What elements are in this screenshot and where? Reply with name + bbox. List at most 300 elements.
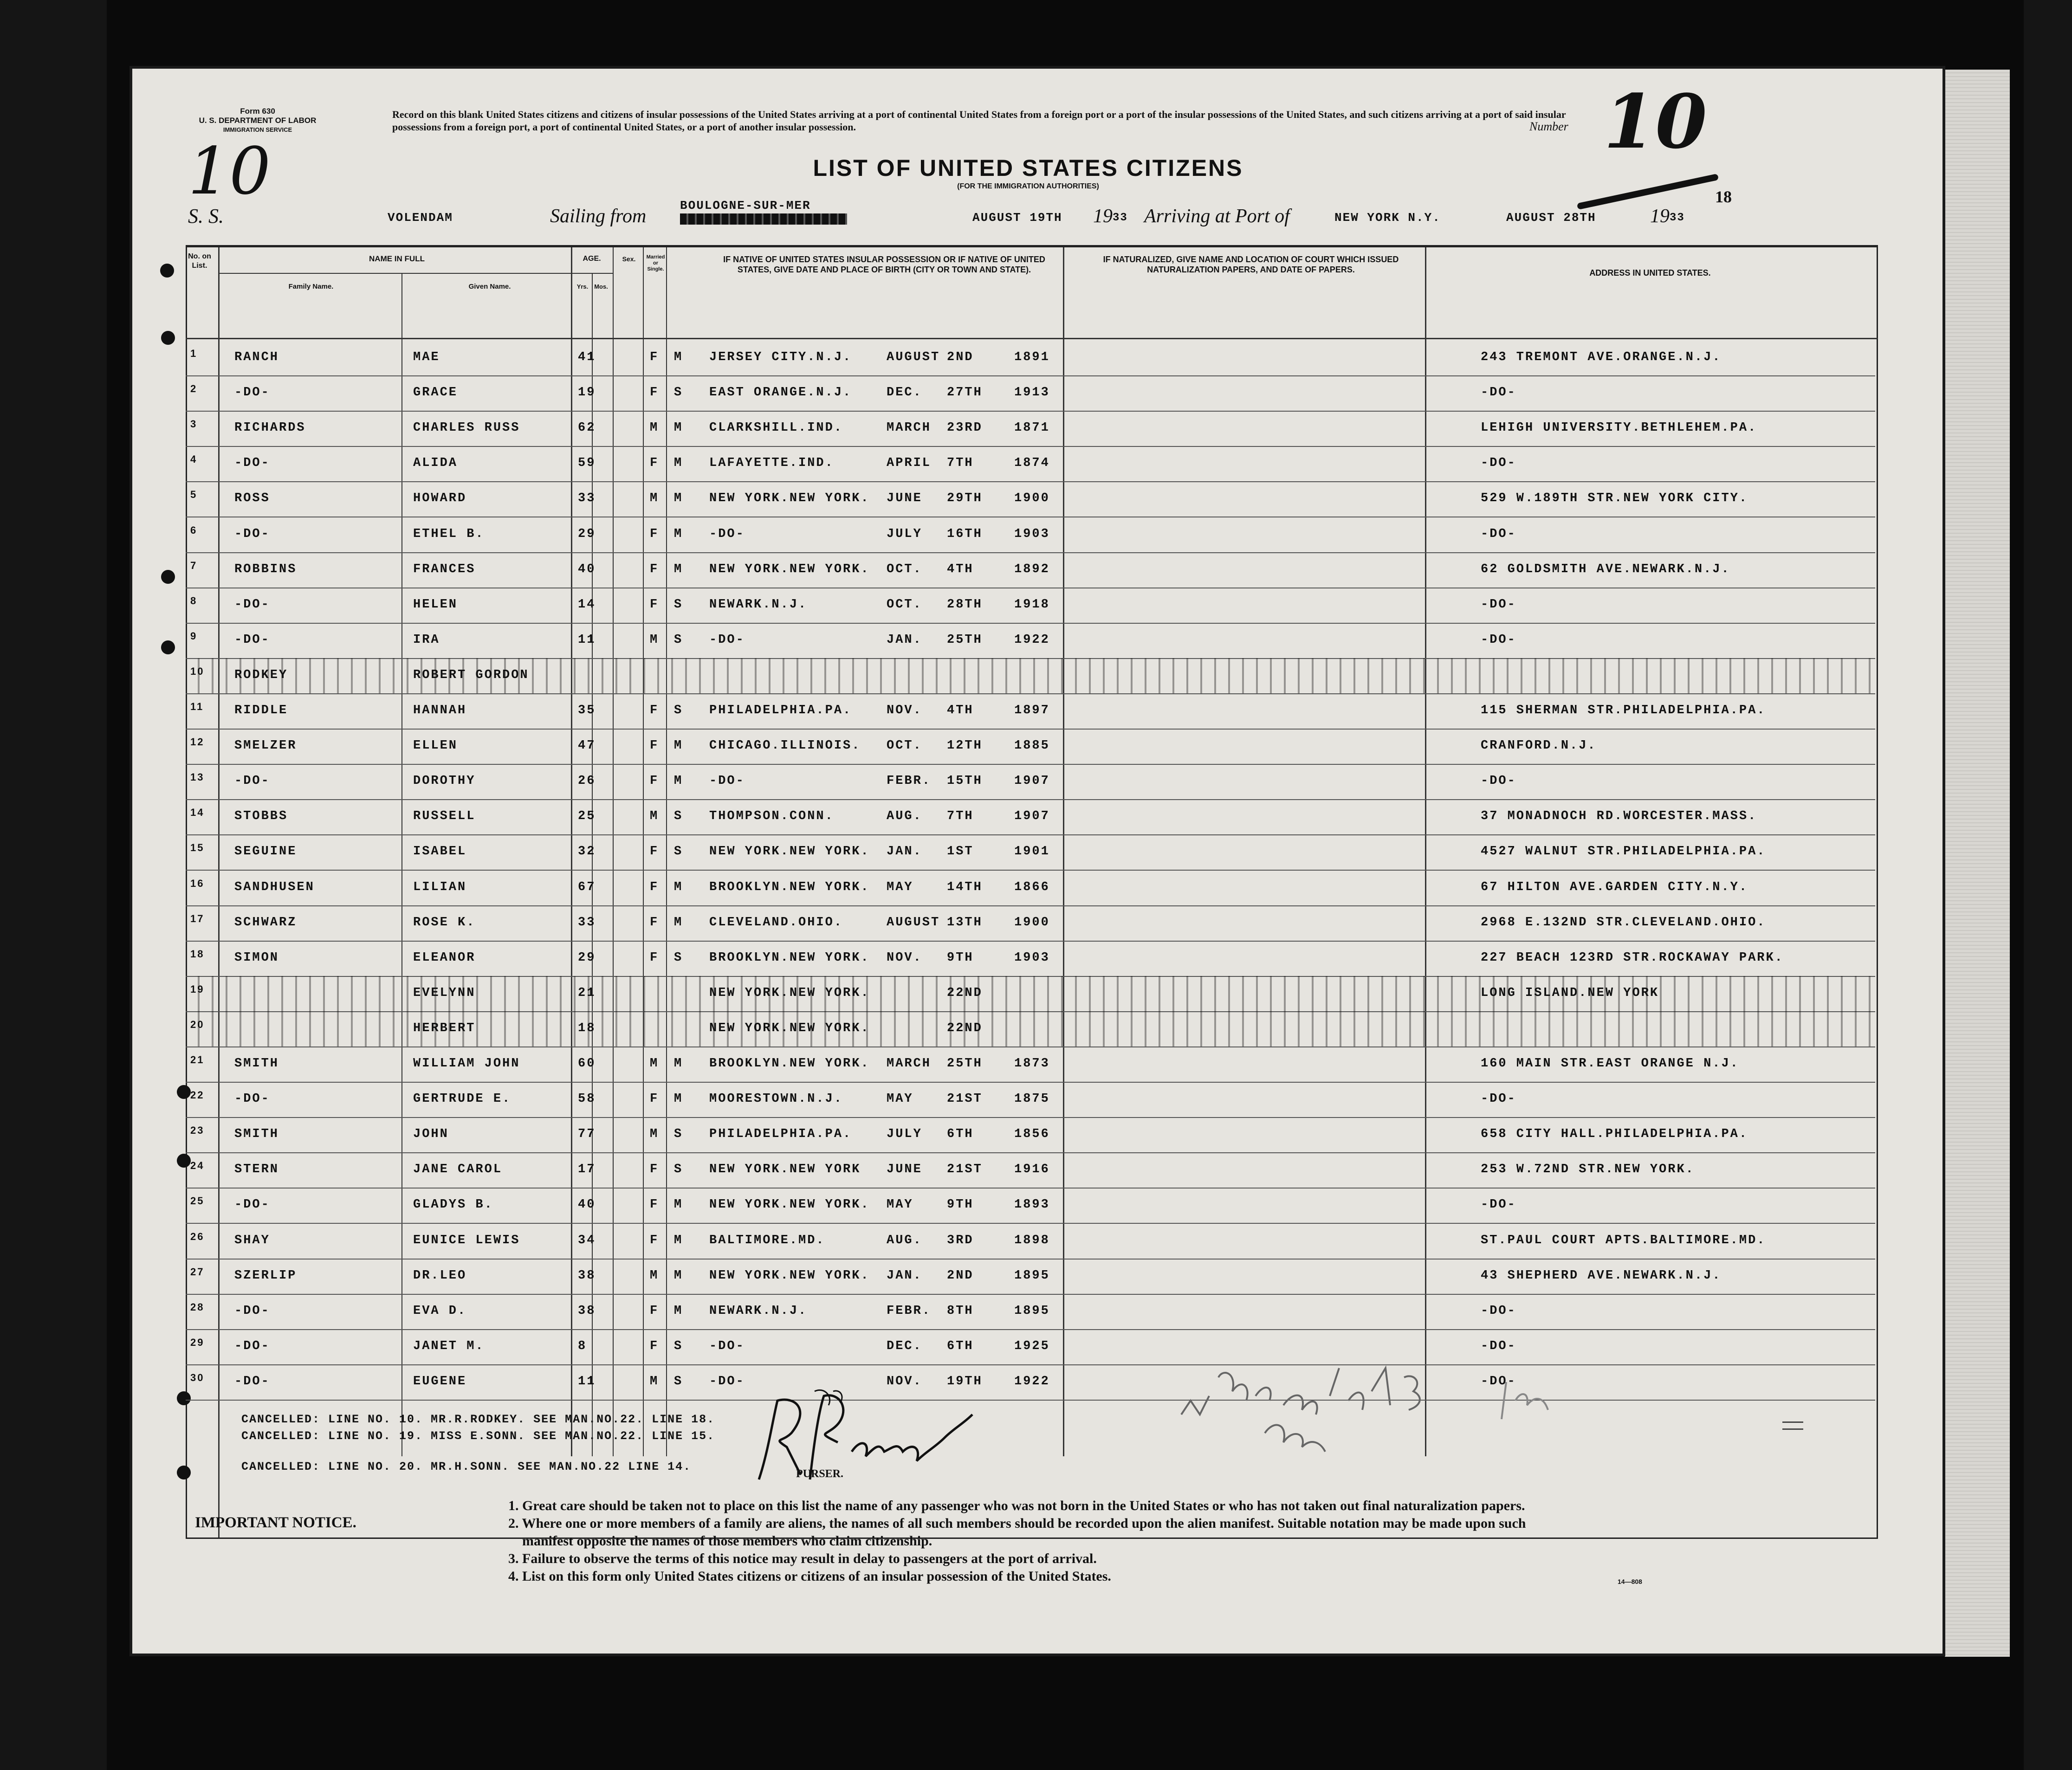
col-no: No. on List. [188, 252, 211, 270]
cell-no: 14 [190, 807, 205, 819]
cell-family: SMELZER [234, 739, 297, 753]
cell-family: RODKEY [234, 668, 288, 682]
cell-place: PHILADELPHIA.PA. [709, 1127, 852, 1142]
cell-given: DOROTHY [413, 774, 476, 788]
cell-month: MAY [887, 1198, 913, 1212]
cell-place: -DO- [709, 633, 745, 647]
cell-no: 15 [190, 842, 205, 854]
cell-age: 34 [578, 1233, 596, 1247]
cell-family: RANCH [234, 350, 279, 364]
cell-family: SEGUINE [234, 845, 297, 859]
cell-address: -DO- [1481, 633, 1516, 647]
cell-year: 1901 [1014, 845, 1050, 859]
cell-day: 3RD [947, 1233, 974, 1247]
cell-year: 1925 [1014, 1339, 1050, 1353]
cell-age: 59 [578, 456, 596, 471]
stacked-page-edges [1945, 70, 2010, 1657]
cell-month: JULY [887, 527, 922, 541]
cell-address: 253 W.72ND STR.NEW YORK. [1481, 1163, 1695, 1177]
cell-given: RUSSELL [413, 809, 476, 824]
table-row [186, 517, 1875, 553]
cell-given: JOHN [413, 1127, 449, 1142]
cell-no: 17 [190, 912, 205, 924]
cell-no: 25 [190, 1195, 205, 1207]
cell-family: -DO- [234, 597, 270, 612]
cell-sex: F [650, 597, 659, 612]
table-row [186, 1294, 1875, 1330]
cell-address: -DO- [1481, 1304, 1516, 1318]
table-row [186, 870, 1875, 906]
cell-age: 26 [578, 774, 596, 788]
cell-month: DEC. [887, 386, 922, 400]
cell-place: -DO- [709, 527, 745, 541]
cell-given: FRANCES [413, 562, 476, 576]
cell-no: 6 [190, 524, 198, 536]
cell-age: 29 [578, 527, 596, 541]
cell-place: -DO- [709, 774, 745, 788]
cell-age: 25 [578, 809, 596, 824]
cell-sex: F [650, 1092, 659, 1106]
cell-day: 28TH [947, 597, 983, 612]
cell-sex: M [650, 809, 659, 824]
cell-age: 60 [578, 1057, 596, 1071]
cell-ms: M [674, 456, 683, 471]
cell-given: GRACE [413, 386, 458, 400]
cell-year: 1891 [1014, 350, 1050, 364]
cell-given: EUGENE [413, 1374, 467, 1389]
cell-age: 62 [578, 421, 596, 435]
cell-no: 7 [190, 559, 198, 571]
cell-address: 243 TREMONT AVE.ORANGE.N.J. [1481, 350, 1722, 364]
cell-month: MARCH [887, 421, 932, 435]
sheet-number: 18 [1715, 187, 1732, 206]
marginal-initial [1492, 1373, 1557, 1428]
hline-header [186, 338, 1878, 339]
cell-age: 47 [578, 739, 596, 753]
cell-month: MAY [887, 1092, 913, 1106]
cell-year: 1871 [1014, 421, 1050, 435]
table-row [186, 1188, 1875, 1224]
cell-address: LEHIGH UNIVERSITY.BETHLEHEM.PA. [1481, 421, 1757, 435]
cell-family: -DO- [234, 386, 270, 400]
cell-age: 18 [578, 1021, 596, 1035]
cell-month: MAY [887, 880, 913, 894]
cell-day: 4TH [947, 562, 974, 576]
cell-family: SCHWARZ [234, 915, 297, 930]
cell-address: -DO- [1481, 527, 1516, 541]
notice-item-1: 1. Great care should be taken not to place on this list the name of any passenger who was not born in the United States or who has not taken out final naturalization papers. [508, 1498, 1525, 1513]
cell-ms: M [674, 915, 683, 930]
sailing-date: AUGUST 19TH [972, 211, 1062, 225]
cell-age: 32 [578, 845, 596, 859]
punch-hole [161, 640, 175, 654]
cell-year: 1918 [1014, 597, 1050, 612]
cell-address: -DO- [1481, 1198, 1516, 1212]
table-row [186, 340, 1875, 376]
cell-family: -DO- [234, 1198, 270, 1212]
cell-family: -DO- [234, 1304, 270, 1318]
cell-no: 22 [190, 1089, 205, 1101]
cell-no: 18 [190, 948, 205, 960]
cell-given: ALIDA [413, 456, 458, 471]
sailing-year: 33 [1113, 212, 1128, 224]
cell-sex: F [650, 845, 659, 859]
cell-place: NEW YORK.NEW YORK. [709, 491, 870, 506]
cell-given: ELLEN [413, 739, 458, 753]
cell-place: BROOKLYN.NEW YORK. [709, 950, 870, 965]
instruction-text: Record on this blank United States citizens and citizens of insular possessions of the United States arriving at a port of continental United States from a foreign port or a port of the insular possessions of the United States, and such citizens arriving at a port of said insular possessions from a foreign port, a port of continental United States, or a port of another insular possession. [392, 109, 1566, 133]
arrival-year-prefix: 19 [1650, 206, 1670, 227]
cell-sex: F [650, 1163, 659, 1177]
cell-place: NEW YORK.NEW YORK. [709, 845, 870, 859]
cell-year: 1907 [1014, 774, 1050, 788]
cell-sex: F [650, 915, 659, 930]
cell-given: EVELYNN [413, 986, 476, 1000]
cell-place: NEW YORK.NEW YORK. [709, 986, 870, 1000]
cell-ms: M [674, 491, 683, 506]
cell-family: SANDHUSEN [234, 880, 315, 894]
cell-month: NOV. [887, 950, 922, 965]
table-row [186, 1259, 1875, 1295]
cell-family: STERN [234, 1163, 279, 1177]
cell-month: AUGUST [887, 350, 940, 364]
col-marital: Married or Single. [646, 254, 665, 272]
cell-year: 1903 [1014, 527, 1050, 541]
number-label: Number [1529, 120, 1568, 133]
sailing-from: BOULOGNE-SUR-MER [680, 199, 811, 213]
arrival-year: 33 [1670, 212, 1685, 224]
cell-day: 25TH [947, 1057, 983, 1071]
cell-day: 2ND [947, 350, 974, 364]
cell-day: 19TH [947, 1374, 983, 1389]
table-row [186, 623, 1875, 659]
cell-family: RIDDLE [234, 704, 288, 717]
cell-address: 160 MAIN STR.EAST ORANGE N.J. [1481, 1057, 1739, 1071]
cell-family: STOBBS [234, 809, 288, 824]
cell-given: ISABEL [413, 845, 467, 859]
table-row [186, 1152, 1875, 1189]
cell-ms: S [674, 1339, 683, 1353]
binder-right [2024, 0, 2072, 1770]
cell-age: 29 [578, 950, 596, 965]
cell-age: 11 [578, 633, 596, 647]
cell-ms: M [674, 562, 683, 576]
hline-name-sub [218, 273, 613, 274]
cell-address: -DO- [1481, 456, 1516, 471]
cell-given: GERTRUDE E. [413, 1092, 512, 1106]
cell-sex: F [650, 774, 659, 788]
cell-place: NEW YORK.NEW YORK. [709, 1198, 870, 1212]
cell-address: -DO- [1481, 1374, 1516, 1389]
cell-day: 2ND [947, 1268, 974, 1283]
cell-given: ROSE K. [413, 915, 476, 930]
table-row [186, 1329, 1875, 1365]
cell-ms: M [674, 1198, 683, 1212]
cell-address: 529 W.189TH STR.NEW YORK CITY. [1481, 491, 1748, 506]
cell-family: -DO- [234, 1339, 270, 1353]
cell-no: 21 [190, 1054, 205, 1066]
cell-place: BROOKLYN.NEW YORK. [709, 1057, 870, 1071]
col-mos: Mos. [594, 283, 608, 290]
cell-sex: M [650, 421, 659, 435]
notice-heading: IMPORTANT NOTICE. [195, 1514, 356, 1531]
table-row [186, 976, 1875, 1012]
cell-day: 12TH [947, 739, 983, 753]
purser-signature [740, 1382, 982, 1489]
cell-place: NEW YORK.NEW YORK. [709, 562, 870, 576]
cell-place: CHICAGO.ILLINOIS. [709, 739, 861, 753]
cell-place: LAFAYETTE.IND. [709, 456, 834, 471]
cell-year: 1866 [1014, 880, 1050, 894]
cell-sex: M [650, 633, 659, 647]
cell-family: -DO- [234, 1092, 270, 1106]
notice-item-2-cont: manifest opposite the names of those members who claim citizenship. [522, 1533, 932, 1549]
cell-age: 21 [578, 986, 596, 1000]
cell-day: 21ST [947, 1163, 983, 1177]
cell-no: 30 [190, 1371, 205, 1383]
cell-place: NEW YORK.NEW YORK [709, 1163, 861, 1177]
cell-ms: S [674, 950, 683, 965]
cell-family: -DO- [234, 633, 270, 647]
cell-month: DEC. [887, 1339, 922, 1353]
cell-age: 33 [578, 915, 596, 930]
cell-address: 43 SHEPHERD AVE.NEWARK.N.J. [1481, 1268, 1722, 1283]
cell-age: 38 [578, 1304, 596, 1318]
arriving-label: Arriving at Port of [1144, 206, 1290, 227]
cell-day: 21ST [947, 1092, 983, 1106]
cell-age: 77 [578, 1127, 596, 1142]
cell-no: 2 [190, 383, 198, 395]
cell-year: 1892 [1014, 562, 1050, 576]
cell-age: 67 [578, 880, 596, 894]
cell-place: MOORESTOWN.N.J. [709, 1092, 843, 1106]
cell-place: BROOKLYN.NEW YORK. [709, 880, 870, 894]
cell-place: -DO- [709, 1339, 745, 1353]
cell-sex: F [650, 527, 659, 541]
cell-year: 1895 [1014, 1304, 1050, 1318]
punch-hole [160, 264, 174, 278]
cancellation-line: CANCELLED: LINE NO. 10. MR.R.RODKEY. SEE MAN.NO.22. LINE 18. [241, 1413, 715, 1426]
cell-place: BALTIMORE.MD. [709, 1233, 825, 1247]
page-subtitle: (FOR THE IMMIGRATION AUTHORITIES) [957, 182, 1099, 190]
cell-address: -DO- [1481, 386, 1516, 400]
cell-given: MAE [413, 350, 440, 364]
cell-sex: M [650, 1268, 659, 1283]
manifest-sheet [132, 69, 1942, 1654]
col-yrs: Yrs. [576, 283, 589, 290]
cell-year: 1885 [1014, 739, 1050, 753]
cell-place: NEW YORK.NEW YORK. [709, 1021, 870, 1035]
table-row [186, 941, 1875, 977]
cell-ms: S [674, 386, 683, 400]
cell-sex: F [650, 1339, 659, 1353]
cell-month: AUG. [887, 809, 922, 824]
cell-no: 1 [190, 348, 198, 359]
cell-day: 13TH [947, 915, 983, 930]
notice-item-3: 3. Failure to observe the terms of this notice may result in delay to passengers at the port of arrival. [508, 1551, 1097, 1566]
cell-family: SIMON [234, 950, 279, 965]
cell-day: 29TH [947, 491, 983, 506]
cell-no: 28 [190, 1301, 205, 1313]
cell-age: 35 [578, 704, 596, 717]
footer-code: 14—808 [1618, 1578, 1642, 1585]
cell-ms: M [674, 1057, 683, 1071]
number-value: 10 [1604, 78, 1707, 165]
cell-no: 24 [190, 1160, 205, 1172]
table-row [186, 481, 1875, 517]
cell-ms: S [674, 809, 683, 824]
cell-ms: S [674, 704, 683, 717]
col-naturalized: IF NATURALIZED, GIVE NAME AND LOCATION OF COURT WHICH ISSUED NATURALIZATION PAPERS, AND DATE OF PAPERS. [1103, 255, 1399, 274]
cell-no: 16 [190, 877, 205, 889]
cell-given: HANNAH [413, 704, 467, 717]
cell-address: 658 CITY HALL.PHILADELPHIA.PA. [1481, 1127, 1748, 1142]
corner-mark [1782, 1421, 1803, 1430]
table-row [186, 799, 1875, 835]
cell-no: 29 [190, 1336, 205, 1348]
cell-month: JAN. [887, 845, 922, 859]
cell-ms: M [674, 527, 683, 541]
cell-sex: F [650, 950, 659, 965]
cell-address: -DO- [1481, 1339, 1516, 1353]
cancellation-line: CANCELLED: LINE NO. 20. MR.H.SONN. SEE MAN.NO.22 LINE 14. [241, 1460, 692, 1473]
cell-given: HOWARD [413, 491, 467, 506]
col-family: Family Name. [288, 283, 334, 291]
cell-year: 1893 [1014, 1198, 1050, 1212]
cell-age: 19 [578, 386, 596, 400]
cell-place: -DO- [709, 1374, 745, 1389]
voyage-line [188, 199, 1836, 236]
table-row [186, 1364, 1875, 1401]
cell-ms: S [674, 1163, 683, 1177]
cell-year: 1873 [1014, 1057, 1050, 1071]
table-row [186, 1011, 1875, 1047]
punch-hole [161, 331, 175, 345]
cell-ms: S [674, 597, 683, 612]
service: IMMIGRATION SERVICE [223, 126, 292, 133]
cell-year: 1856 [1014, 1127, 1050, 1142]
cell-address: 115 SHERMAN STR.PHILADELPHIA.PA. [1481, 704, 1766, 717]
cell-address: 227 BEACH 123RD STR.ROCKAWAY PARK. [1481, 950, 1784, 965]
cell-given: DR.LEO [413, 1268, 467, 1283]
cell-no: 9 [190, 630, 198, 642]
purser-label: PURSER. [796, 1468, 844, 1480]
cell-month: JUNE [887, 1163, 922, 1177]
cell-ms: M [674, 1233, 683, 1247]
cell-address: -DO- [1481, 597, 1516, 612]
cell-place: CLARKSHILL.IND. [709, 421, 843, 435]
punch-hole [177, 1466, 191, 1479]
cell-day: 6TH [947, 1339, 974, 1353]
cell-sex: F [650, 1198, 659, 1212]
cell-age: 8 [578, 1339, 587, 1353]
cell-year: 1916 [1014, 1163, 1050, 1177]
cell-month: AUG. [887, 1233, 922, 1247]
cell-year: 1900 [1014, 491, 1050, 506]
cell-family: SHAY [234, 1233, 270, 1247]
cell-age: 41 [578, 350, 596, 364]
cell-day: 14TH [947, 880, 983, 894]
cell-no: 27 [190, 1266, 205, 1278]
binder-left [0, 0, 107, 1770]
table-row [186, 1117, 1875, 1153]
cell-address: 62 GOLDSMITH AVE.NEWARK.N.J. [1481, 562, 1730, 576]
cell-year: 1895 [1014, 1268, 1050, 1283]
cell-ms: S [674, 1127, 683, 1142]
inspector-initials [1172, 1350, 1460, 1470]
cell-sex: F [650, 880, 659, 894]
cell-no: 3 [190, 418, 198, 430]
sailing-label: Sailing from [550, 206, 647, 227]
cell-no: 20 [190, 1018, 205, 1030]
cell-ms: S [674, 845, 683, 859]
cell-day: 16TH [947, 527, 983, 541]
cell-sex: F [650, 1304, 659, 1318]
cell-ms: M [674, 421, 683, 435]
cell-no: 4 [190, 453, 198, 465]
cell-sex: F [650, 386, 659, 400]
cell-no: 19 [190, 983, 205, 995]
cell-family: -DO- [234, 456, 270, 471]
notice-item-2: 2. Where one or more members of a family are aliens, the names of all such members should be recorded upon the alien manifest. Suitable notation may be made upon such [508, 1516, 1526, 1531]
table-row [186, 588, 1875, 624]
cell-ms: M [674, 739, 683, 753]
cell-age: 40 [578, 1198, 596, 1212]
cell-year: 1922 [1014, 633, 1050, 647]
table-row [186, 693, 1875, 730]
cell-year: 1898 [1014, 1233, 1050, 1247]
cell-place: JERSEY CITY.N.J. [709, 350, 852, 364]
table-row [186, 1223, 1875, 1260]
cell-age: 17 [578, 1163, 596, 1177]
col-sex: Sex. [622, 255, 636, 263]
ship-name: VOLENDAM [388, 211, 453, 225]
cell-no: 23 [190, 1124, 205, 1137]
cell-given: HERBERT [413, 1021, 476, 1035]
table-row [186, 446, 1875, 482]
cell-age: 33 [578, 491, 596, 506]
cell-year: 1897 [1014, 704, 1050, 717]
cell-month: APRIL [887, 456, 932, 471]
cell-given: LILIAN [413, 880, 467, 894]
cell-given: JANET M. [413, 1339, 485, 1353]
handwritten-left-number: 10 [188, 134, 271, 209]
cell-day: 7TH [947, 809, 974, 824]
cell-address: -DO- [1481, 1092, 1516, 1106]
cell-no: 5 [190, 489, 198, 501]
cell-place: THOMPSON.CONN. [709, 809, 834, 824]
cell-month: AUGUST [887, 915, 940, 930]
cell-sex: F [650, 456, 659, 471]
struck-text [680, 213, 847, 225]
arrival-date: AUGUST 28TH [1506, 211, 1596, 225]
cell-day: 9TH [947, 950, 974, 965]
cell-month: NOV. [887, 704, 922, 717]
cell-sex: M [650, 1127, 659, 1142]
cell-ms: S [674, 633, 683, 647]
cell-place: CLEVELAND.OHIO. [709, 915, 843, 930]
cell-sex: F [650, 562, 659, 576]
cell-day: 27TH [947, 386, 983, 400]
cell-day: 23RD [947, 421, 983, 435]
cell-age: 40 [578, 562, 596, 576]
cell-month: JAN. [887, 633, 922, 647]
cell-month: JULY [887, 1127, 922, 1142]
table-row [186, 375, 1875, 412]
cell-given: IRA [413, 633, 440, 647]
table-row [186, 411, 1875, 447]
sailing-year-prefix: 19 [1093, 206, 1113, 227]
